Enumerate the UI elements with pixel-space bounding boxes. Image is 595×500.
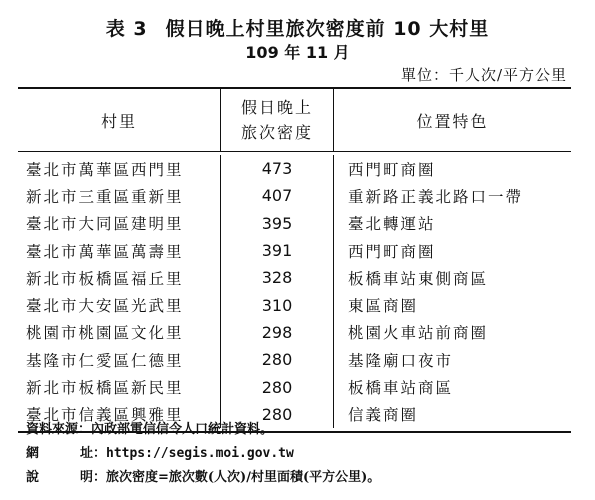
header-village: 村里 [100,111,137,131]
density-table [18,87,571,433]
header-density [220,89,333,151]
note-source-label: 資料來源： [26,422,92,437]
table-notes [26,418,380,490]
cell-density: 391 [220,237,333,264]
cell-feature: 重新路正義北路口一帶 [333,182,571,209]
table-row [18,155,571,182]
table-header [18,89,571,152]
cell-density: 407 [220,182,333,209]
cell-feature: 西門町商圈 [333,155,571,182]
cell-density: 280 [220,346,333,373]
cell-density: 328 [220,264,333,291]
note-url-label [26,442,106,466]
cell-density: 310 [220,291,333,318]
cell-village: 新北市板橋區福丘里 [26,269,184,288]
table-row [18,373,571,400]
table-number: 表 3 [105,18,148,40]
cell-village: 臺北市萬華區西門里 [26,160,184,179]
table-title-text: 假日晚上村里旅次密度前 10 大村里 [165,18,490,40]
cell-feature: 板橋車站東側商區 [333,264,571,291]
cell-density: 395 [220,210,333,237]
table-row [18,291,571,318]
table-row [18,346,571,373]
header-density-line2: 旅次密度 [240,123,313,142]
cell-feature: 板橋車站商區 [333,373,571,400]
note-desc-value: 旅次密度=旅次數(人次)/村里面積(平方公里)。 [106,470,381,485]
note-source [26,418,380,442]
note-url-label-part2: 址： [79,446,106,461]
note-url [26,442,380,466]
note-url-label-part1: 網 [26,446,40,461]
note-description [26,466,380,490]
header-density-line1: 假日晚上 [240,98,313,117]
table-row [18,210,571,237]
cell-density: 298 [220,319,333,346]
table-body [18,152,571,431]
cell-feature: 信義商圈 [333,401,571,428]
cell-village: 新北市板橋區新民里 [26,379,184,398]
cell-feature: 東區商圈 [333,291,571,318]
table-row [18,264,571,291]
header-feature: 位置特色 [333,89,571,151]
table-title [0,14,595,41]
cell-feature: 西門町商圈 [333,237,571,264]
cell-feature: 桃園火車站前商圈 [333,319,571,346]
unit-label: 單位：千人次/平方公里 [400,66,567,84]
cell-village: 新北市三重區重新里 [26,187,184,206]
cell-density: 280 [220,373,333,400]
cell-feature: 基隆廟口夜市 [333,346,571,373]
note-desc-label-part2: 明： [79,470,106,485]
note-source-value: 內政部電信信令人口統計資料。 [91,422,274,437]
cell-feature: 臺北轉運站 [333,210,571,237]
cell-density: 280 [220,401,333,428]
cell-village: 臺北市信義區興雅里 [26,406,184,425]
cell-village: 臺北市大安區光武里 [26,297,184,316]
note-desc-label [26,466,106,490]
table-subtitle: 109 年 11 月 [245,43,350,62]
cell-village: 桃園市桃園區文化里 [26,324,184,343]
note-url-link[interactable]: https://segis.moi.gov.tw [106,446,294,461]
cell-village: 基隆市仁愛區仁德里 [26,351,184,370]
cell-village: 臺北市萬華區萬壽里 [26,242,184,261]
table-row [18,237,571,264]
cell-village: 臺北市大同區建明里 [26,215,184,234]
table-row [18,319,571,346]
cell-density: 473 [220,155,333,182]
table-row [18,182,571,209]
note-desc-label-part1: 說 [26,470,40,485]
